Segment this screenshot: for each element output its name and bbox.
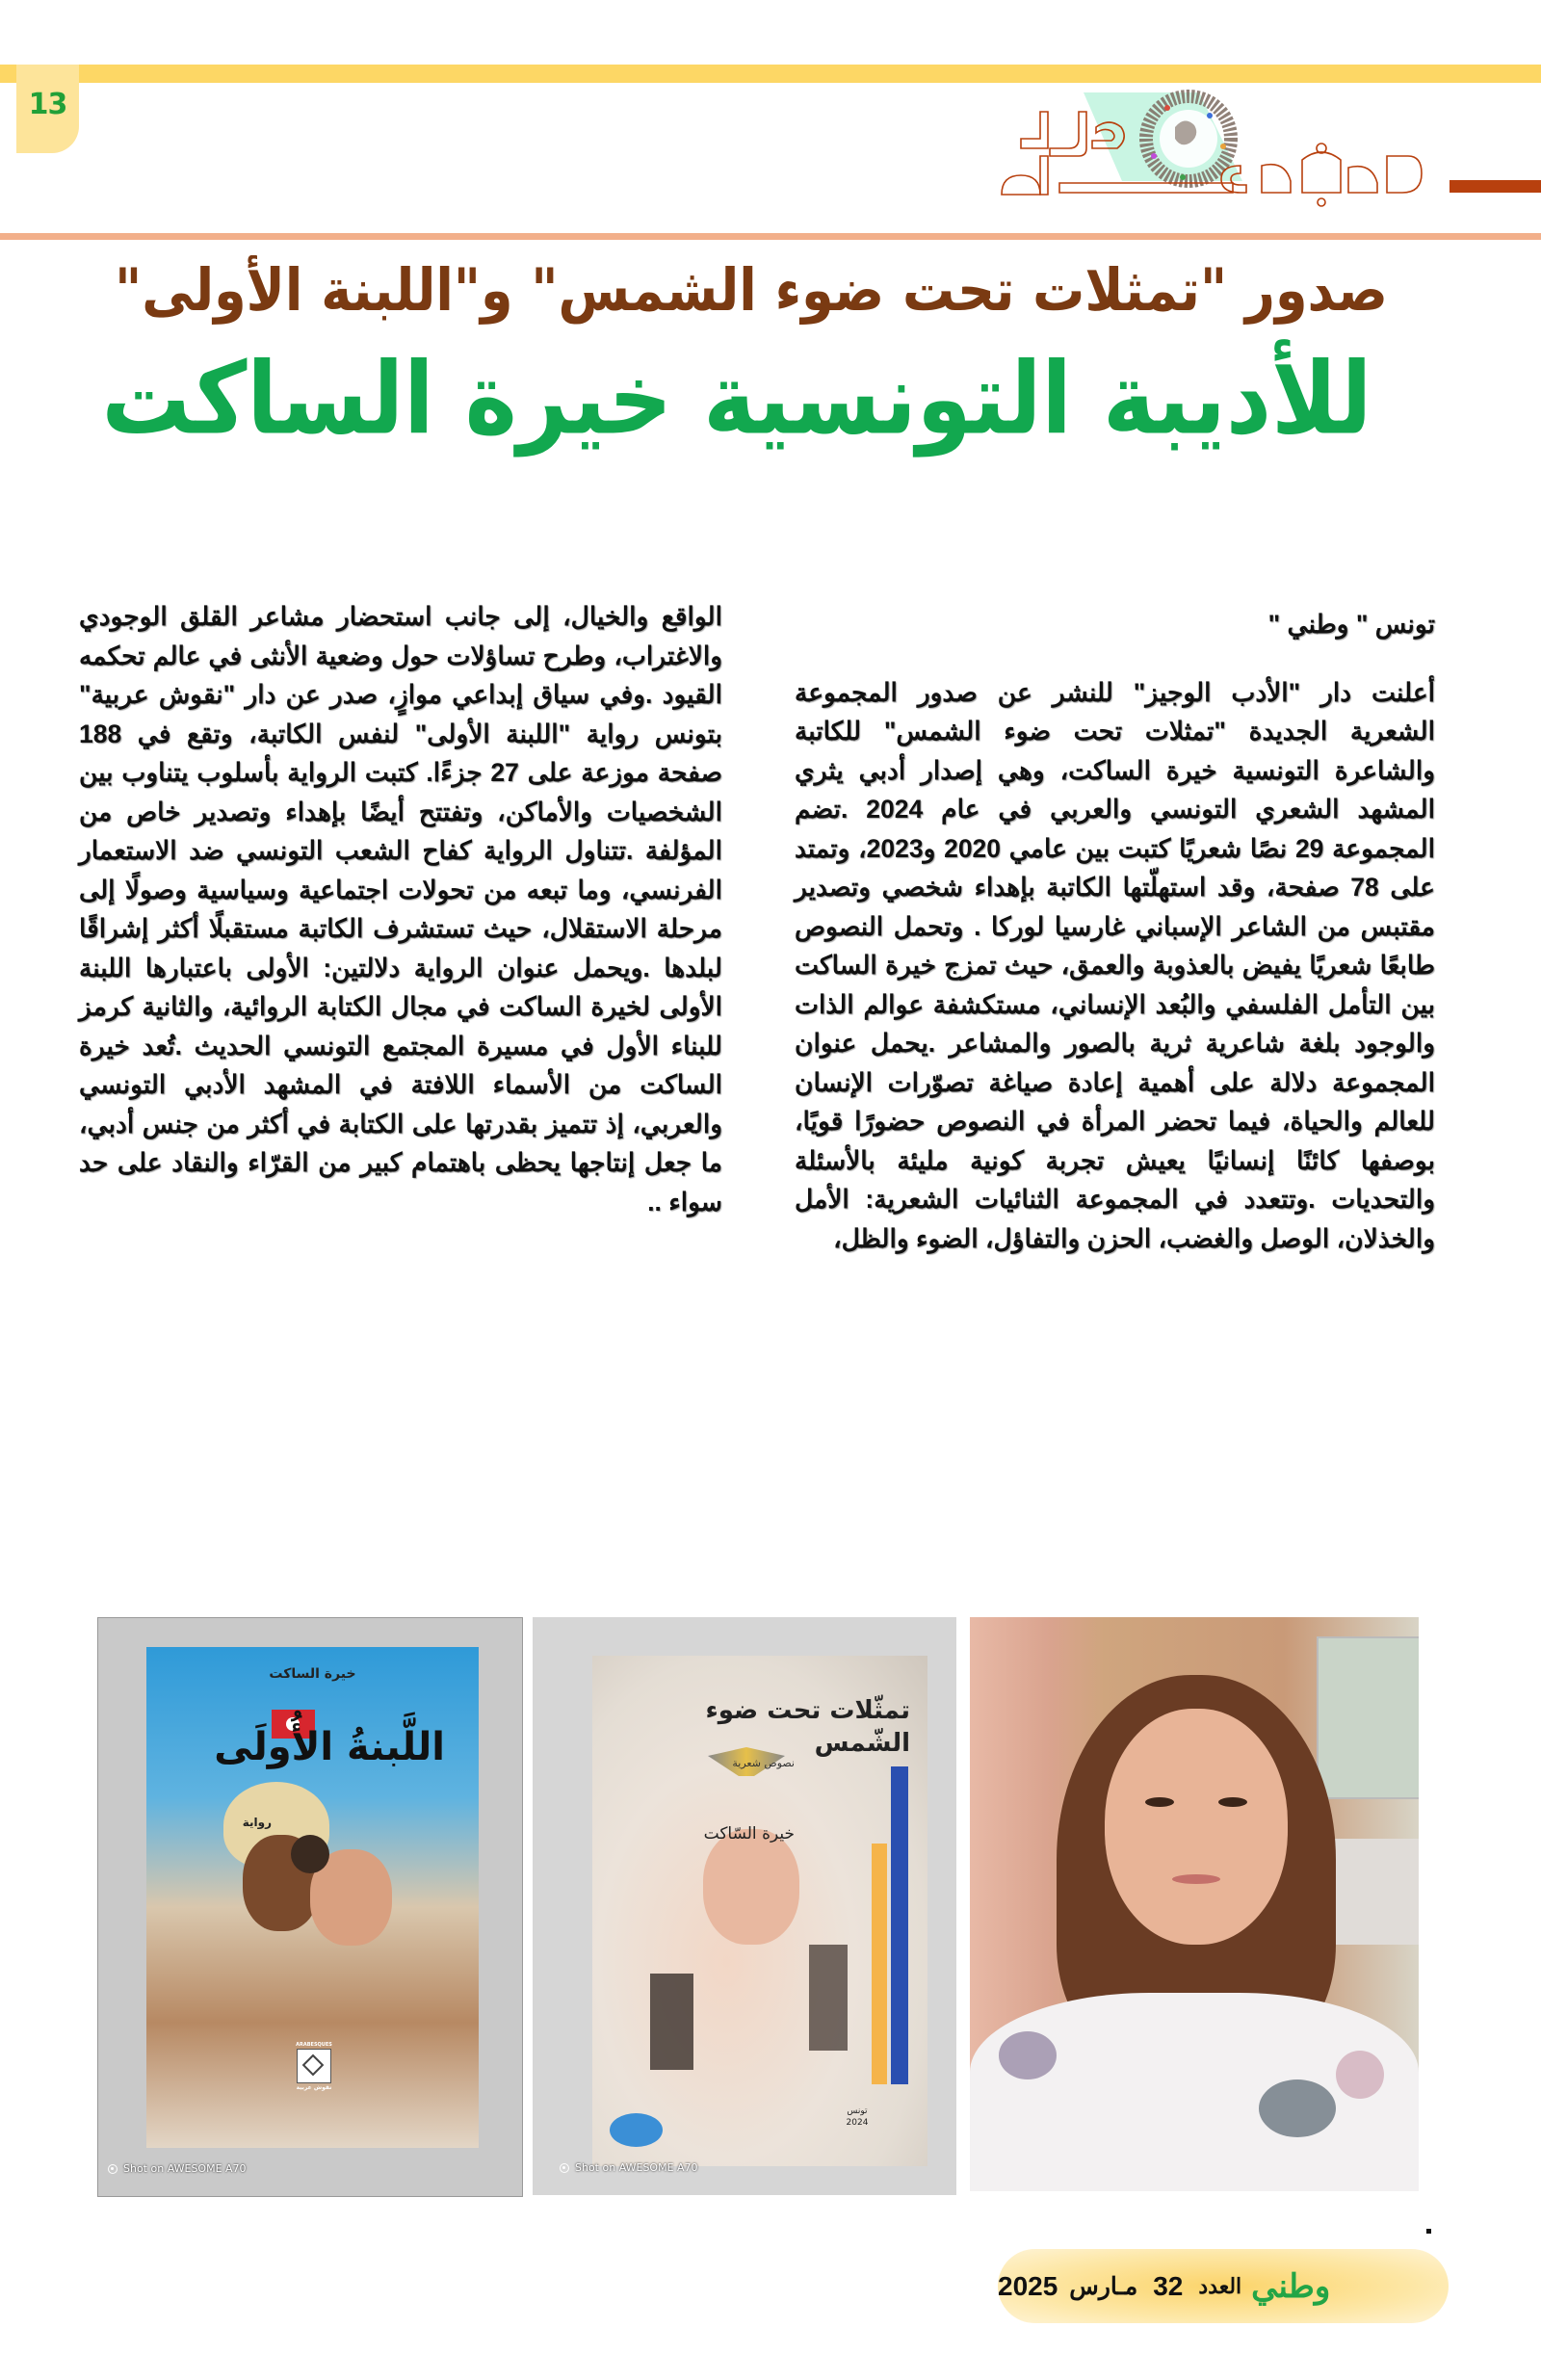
footer-brand: وطني — [1251, 2267, 1331, 2305]
cover-genre: رواية — [242, 1816, 272, 1829]
cover-author: خيرة السّاكت — [703, 1824, 795, 1844]
eye-shape — [1218, 1797, 1247, 1807]
camera-watermark: Shot on AWESOME A70 — [560, 2161, 698, 2174]
footer-year: 2025 — [998, 2270, 1058, 2301]
page-number: 13 — [28, 87, 67, 121]
book-cover — [146, 1647, 479, 2148]
cover-title: تمثّلات تحت ضوء الشّمس — [705, 1696, 910, 1758]
logo-accent-bar — [1450, 180, 1541, 193]
article-column-right — [795, 605, 1435, 1258]
poetry-cover-photo — [533, 1617, 956, 2195]
blouse-shape — [970, 1993, 1419, 2191]
page-number-tab — [16, 65, 79, 153]
cover-place: تونس — [847, 2106, 868, 2116]
logo-graphic — [982, 89, 1454, 212]
wall-picture — [1317, 1636, 1419, 1799]
footer-dot — [1426, 2229, 1431, 2234]
arabesque-star-icon — [297, 2049, 331, 2083]
article-paragraph: أعلنت دار "الأدب الوجيز" للنشر عن صدور المجموعة الشعرية الجديدة "تمثلات تحت ضوء الشمس" للكاتبة والشاعرة التونسية خيرة الساكت، وهي إصدار أدبي يثري المشهد الشعري التونسي والعربي في عام 2024 .تضم المجموعة 29 نصًا شعريًا كتبت بين عامي 2020 و2023، وتمتد على 78 صفحة، وقد استهلّتها الكاتبة بإهداء شخصي وتصدير مقتبس من الشاعر الإسباني غارسيا لوركا . وتحمل النصوص طابعًا شعريًا يفيض بالعذوبة والعمق، حيث تمزج خيرة الساكت بين التأمل الفلسفي والبُعد الإنساني، مستكشفة عوالم الذات والوجود بلغة شاعرية ثرية بالصور والمشاعر .يحمل عنوان المجموعة دلالة على أهمية إعادة صياغة تصوّرات الإنسان للعالم والحياة، فيما تحضر المرأة في النصوص حضورًا قويًا، بوصفها كائنًا إنسانيًا يعيش تجربة كونية مليئة بالأسئلة والتحديات .وتتعدد في المجموعة الثنائيات الشعرية: الأمل والخذلان، الوصل والغضب، الحزن والتفاؤل، الضوء والظل، — [795, 677, 1435, 1253]
novel-cover-photo — [97, 1617, 523, 2197]
publisher-logo: ARABESQUES نقوش عربية — [296, 2042, 332, 2091]
header-divider — [0, 233, 1541, 240]
cover-title: اللَّبنةُ الأُولَى — [214, 1725, 445, 1769]
headline-secondary: للأديبة التونسية خيرة الساكت — [101, 341, 1372, 458]
dark-splash-shape — [809, 1945, 848, 2051]
headline-primary: صدور "تمثلات تحت ضوء الشمس" و"اللبنة الأولى" — [115, 256, 1388, 325]
footer-month: مـارس — [1069, 2272, 1138, 2300]
footer-issue-number: 32 — [1153, 2270, 1184, 2301]
article-column-left — [79, 597, 722, 1221]
cover-subtitle: نصوص شعرية — [732, 1757, 795, 1769]
orange-stripe — [872, 1844, 887, 2084]
cover-author: خيرة الساكت — [269, 1666, 356, 1682]
girl-hair-shape — [291, 1835, 329, 1873]
book-cover — [592, 1656, 927, 2166]
face-shape — [703, 1829, 799, 1945]
magazine-logo — [982, 89, 1454, 212]
blue-stripe — [891, 1766, 908, 2084]
camera-watermark: Shot on AWESOME A70 — [108, 2162, 247, 2175]
article-paragraph: الواقع والخيال، إلى جانب استحضار مشاعر القلق الوجودي والاغتراب، وطرح تساؤلات حول وضعية الأنثى في عالم تحكمه القيود .وفي سياق إبداعي موازٍ، صدر عن دار "نقوش عربية" بتونس رواية "اللبنة الأولى" لنفس الكاتبة، وتقع في 188 صفحة موزعة على 27 جزءًا. كتبت الرواية بأسلوب يتناوب بين الشخصيات والأماكن، وتفتتح أيضًا بإهداء وتصدير خاص من المؤلفة .تتناول الرواية كفاح الشعب التونسي ضد الاستعمار الفرنسي، وما تبعه من تحولات اجتماعية وسياسية وصولًا إلى مرحلة الاستقلال، حيث تستشرف الكاتبة مستقبلًا أكثر إشراقًا لبلدها .ويحمل عنوان الرواية دلالتين: الأولى باعتبارها اللبنة الأولى لخيرة الساكت في مجال الكتابة الروائية، والثانية كرمز للبناء الأول في مسيرة المجتمع التونسي الحديث .تُعد خيرة الساكت من الأسماء اللافتة في المشهد الأدبي التونسي والعربي، إذ تتميز بقدرتها على الكتابة في أكثر من جنس أدبي، ما جعل إنتاجها يحظى باهتمام كبير من القرّاء والنقاد على حد سواء .. — [79, 602, 722, 1216]
dark-splash-shape — [650, 1974, 693, 2070]
top-accent-bar — [0, 65, 1541, 83]
author-portrait-photo — [970, 1617, 1419, 2191]
camera-icon — [108, 2164, 118, 2174]
lips-shape — [1172, 1874, 1220, 1884]
cover-year: 2024 — [846, 2118, 869, 2128]
publisher-badge-icon — [610, 2113, 663, 2147]
camera-icon — [560, 2163, 569, 2173]
dateline: تونس " وطني " — [1267, 610, 1435, 639]
issue-footer — [998, 2249, 1449, 2323]
face-shape — [1105, 1709, 1288, 1945]
footer-issue-label: العدد — [1198, 2273, 1242, 2298]
eye-shape — [1145, 1797, 1174, 1807]
